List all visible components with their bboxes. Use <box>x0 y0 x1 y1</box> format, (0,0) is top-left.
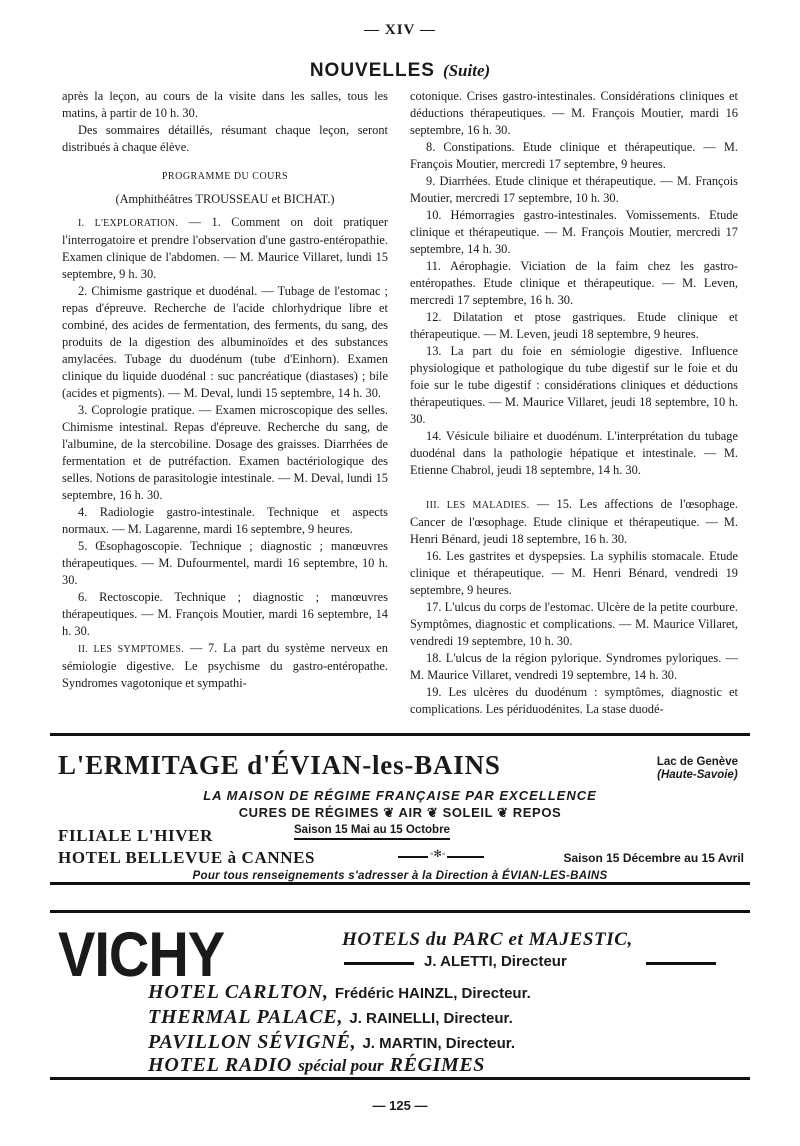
ad-vichy-hotels <box>50 910 750 1080</box>
ad-ermitage-hotel-cannes: HOTEL BELLEVUE à CANNES <box>58 848 316 867</box>
right-column <box>410 88 738 718</box>
ad-ermitage-lac: Lac de Genève <box>656 756 738 768</box>
paragraph-text: — 1. Comment on doit pratiquer l'interrogatoire et prendre l'observation d'une gastro-entéropathie. Examen clinique de l'abdomen. — M. Maurice Villaret, lundi 15 septembre, 9 h. 30. <box>62 215 388 281</box>
program-title <box>62 168 388 185</box>
column-gap <box>410 479 738 496</box>
course-paragraph <box>62 283 388 402</box>
section-label: I. L'EXPLORATION. <box>78 218 179 229</box>
paragraph-text: 10. Hémorragies gastro-intestinales. Vomissements. Etude clinique et thérapeutique. — M. François Moutier, mercredi 17 septembre, 14 h. 30. <box>410 208 738 256</box>
paragraph-text: 19. Les ulcères du duodénum : symptômes, diagnostic et complications. Les périduodénites. La stase duodé- <box>410 685 738 716</box>
course-paragraph <box>410 343 738 428</box>
rule-right <box>646 962 716 965</box>
paragraph-text: 8. Constipations. Etude clinique et thérapeutique. — M. François Moutier, mercredi 17 septembre, 9 heures. <box>410 140 738 171</box>
paragraph-text: cotonique. Crises gastro-intestinales. Considérations cliniques et déductions thérapeutiques. — M. François Moutier, mardi 16 septembre, 16 h. 30. <box>410 89 738 137</box>
radio-regimes: RÉGIMES <box>389 1054 486 1076</box>
hotel-name: PAVILLON SÉVIGNÉ, <box>148 1031 357 1053</box>
paragraph-text: PROGRAMME DU COURS <box>161 171 289 182</box>
course-paragraph <box>410 173 738 207</box>
course-paragraph <box>410 428 738 479</box>
ad-ermitage-evian <box>50 733 750 885</box>
paragraph-text: 6. Rectoscopie. Technique ; diagnostic ; manœuvres thérapeutiques. — M. François Moutier, mardi 16 septembre, 14 h. 30. <box>62 590 388 638</box>
paragraph-text: 17. L'ulcus du corps de l'estomac. Ulcère de la petite courbure. Symptômes, diagnostic et complications. — M. Maurice Villaret, vendredi 19 septembre, 10 h. 30. <box>410 600 738 648</box>
left-column <box>62 88 388 692</box>
hotel-name: THERMAL PALACE, <box>148 1006 344 1028</box>
course-paragraph <box>410 650 738 684</box>
paragraph-text: 16. Les gastrites et dyspepsies. La syphilis stomacale. Etude clinique et thérapeutique. — M. Henri Bénard, vendredi 19 septembre, 9 heures. <box>410 549 738 597</box>
ad-vichy-row <box>148 1031 515 1054</box>
rule-left <box>344 962 414 965</box>
course-paragraph <box>410 548 738 599</box>
paragraph-text: Des sommaires détaillés, résumant chaque leçon, seront distribués à chaque élève. <box>62 123 388 154</box>
section-label: III. LES MALADIES. <box>426 500 530 511</box>
ad-ermitage-filiale: FILIALE L'HIVER <box>58 826 213 845</box>
course-paragraph <box>410 496 738 548</box>
course-paragraph <box>62 589 388 640</box>
page-number: — 125 — <box>372 1098 428 1113</box>
course-paragraph <box>410 207 738 258</box>
hotel-director: J. MARTIN, Directeur. <box>362 1035 515 1052</box>
hotel-name: HOTEL CARLTON, <box>148 981 329 1003</box>
ad-ermitage-slogan: LA MAISON DE RÉGIME FRANÇAISE PAR EXCELLENCE <box>203 788 597 803</box>
paragraph-text: — 15. Les affections de l'œsophage. Cancer de l'œsophage. Etude clinique et thérapeutique. — M. Henri Bénard, jeudi 18 septembre, 16 h. 30. <box>410 497 738 546</box>
course-paragraph <box>62 538 388 589</box>
course-paragraph <box>62 122 388 156</box>
course-paragraph <box>62 504 388 538</box>
paragraph-text: 18. L'ulcus de la région pylorique. Syndromes pyloriques. — M. Maurice Villaret, vendredi 19 septembre, 14 h. 30. <box>410 651 738 682</box>
hotel-director: Frédéric HAINZL, Directeur. <box>334 985 531 1002</box>
paragraph-text: 3. Coprologie pratique. — Examen microscopique des selles. Chimisme intestinal. Repas d'épreuve. Recherche du sang, de l'albumine, de la stercobiline. Dosage des graisses. Diarrhées de fermentation et de putréfaction. Examen bactériologique des selles. Notions de parasitologie intestinale. — M. Deval, lundi 15 septembre, 16 h. 30. <box>62 403 388 502</box>
course-paragraph <box>62 402 388 504</box>
paragraph-text: après la leçon, au cours de la visite dans les salles, tous les matins, à partir de 10 h. 30. <box>62 89 388 120</box>
section-heading <box>0 60 800 82</box>
course-paragraph <box>62 88 388 122</box>
ad-vichy-hotels-title: HOTELS du PARC et MAJESTIC, <box>342 929 633 950</box>
ad-vichy-logo: VICHY <box>58 918 225 990</box>
ad-vichy-row <box>148 1006 513 1029</box>
course-paragraph <box>62 640 388 692</box>
course-paragraph <box>410 599 738 650</box>
ornament-icon: ◦✻◦ <box>430 849 446 860</box>
course-paragraph <box>410 684 738 718</box>
paragraph-text: 13. La part du foie en sémiologie digestive. Influence physiologique et pathologique du tube digestif sur le foie et du foie sur le tube digestif : considérations cliniques et déductions thérapeutiques. — M. Maurice Villaret, jeudi 18 septembre, 10 h. 30. <box>410 344 738 426</box>
ad-ermitage-summer-season: Saison 15 Mai au 15 Octobre <box>294 824 450 840</box>
course-paragraph <box>62 214 388 283</box>
course-paragraph <box>410 258 738 309</box>
hotel-director: J. RAINELLI, Directeur. <box>349 1010 513 1027</box>
ad-ermitage-location <box>657 756 738 782</box>
ad-ermitage-title: L'ERMITAGE d'ÉVIAN-les-BAINS <box>58 750 501 780</box>
ad-ermitage-region: (Haute-Savoie) <box>657 769 738 781</box>
paragraph-text: (Amphithéâtres TROUSSEAU et BICHAT.) <box>115 192 335 206</box>
course-paragraph <box>410 139 738 173</box>
ad-ermitage-winter-season: Saison 15 Décembre au 15 Avril <box>563 851 744 865</box>
ad-ermitage-cures: CURES DE RÉGIMES ❦ AIR ❦ SOLEIL ❦ REPOS <box>238 805 562 820</box>
paragraph-text: 9. Diarrhées. Etude clinique et thérapeutique. — M. François Moutier, mercredi 17 septembre, 10 h. 30. <box>410 174 738 205</box>
paragraph-text: 14. Vésicule biliaire et duodénum. L'interprétation du tubage duodénal dans la pathologie hépatique et intestinale. — M. Etienne Chabrol, jeudi 18 septembre, 14 h. 30. <box>410 429 738 477</box>
paragraph-text: 2. Chimisme gastrique et duodénal. — Tubage de l'estomac ; repas d'épreuve. Recherche de l'acide chlorhydrique libre et combiné, des acides de fermentation, des ferments, du sang, des produits de la digestion des albuminoïdes et des substances amylacées. Tubage du duodénum (tube d'Einhorn). Examen clinique du liquide duodénal : suc pancréatique (diastases) ; bile (acides et pigments). — M. Deval, lundi 15 septembre, 14 h. 30. <box>62 284 388 400</box>
hotel-name: HOTEL RADIO <box>148 1054 293 1076</box>
paragraph-text: 11. Aérophagie. Viciation de la faim chez les gastro-entéropathes. Etude clinique et thérapeutique. — M. Leven, mercredi 17 septembre, 16 h. 30. <box>410 259 738 307</box>
page-roman-number: — XIV — <box>364 22 436 38</box>
ad-vichy-row <box>148 981 531 1004</box>
radio-special: spécial pour <box>298 1056 384 1075</box>
section-suite: (Suite) <box>442 61 491 80</box>
paragraph-text: 4. Radiologie gastro-intestinale. Technique et aspects normaux. — M. Lagarenne, mardi 16 septembre, 9 heures. <box>62 505 388 536</box>
paragraph-text: — 7. La part du système nerveux en sémiologie digestive. Le psychisme du gastro-entéropathe. Syndromes vagotonique et sympathi- <box>62 641 388 690</box>
paragraph-text: 5. Œsophagoscopie. Technique ; diagnostic ; manœuvres thérapeutiques. — M. Dufourmentel, mardi 16 septembre, 10 h. 30. <box>62 539 388 587</box>
ad-vichy-row-radio <box>148 1054 485 1077</box>
section-label: II. LES SYMPTOMES. <box>78 644 185 655</box>
program-subtitle <box>62 191 388 208</box>
ad-vichy-hotels-director: J. ALETTI, Directeur <box>424 953 567 970</box>
course-paragraph <box>410 309 738 343</box>
course-paragraph <box>410 88 738 139</box>
ad-ermitage-footer: Pour tous renseignements s'adresser à la Direction à ÉVIAN-LES-BAINS <box>192 870 608 882</box>
section-title: NOUVELLES <box>309 60 435 81</box>
paragraph-text: 12. Dilatation et ptose gastriques. Etude clinique et thérapeutique. — M. Leven, jeudi 18 septembre, 9 heures. <box>410 310 738 341</box>
